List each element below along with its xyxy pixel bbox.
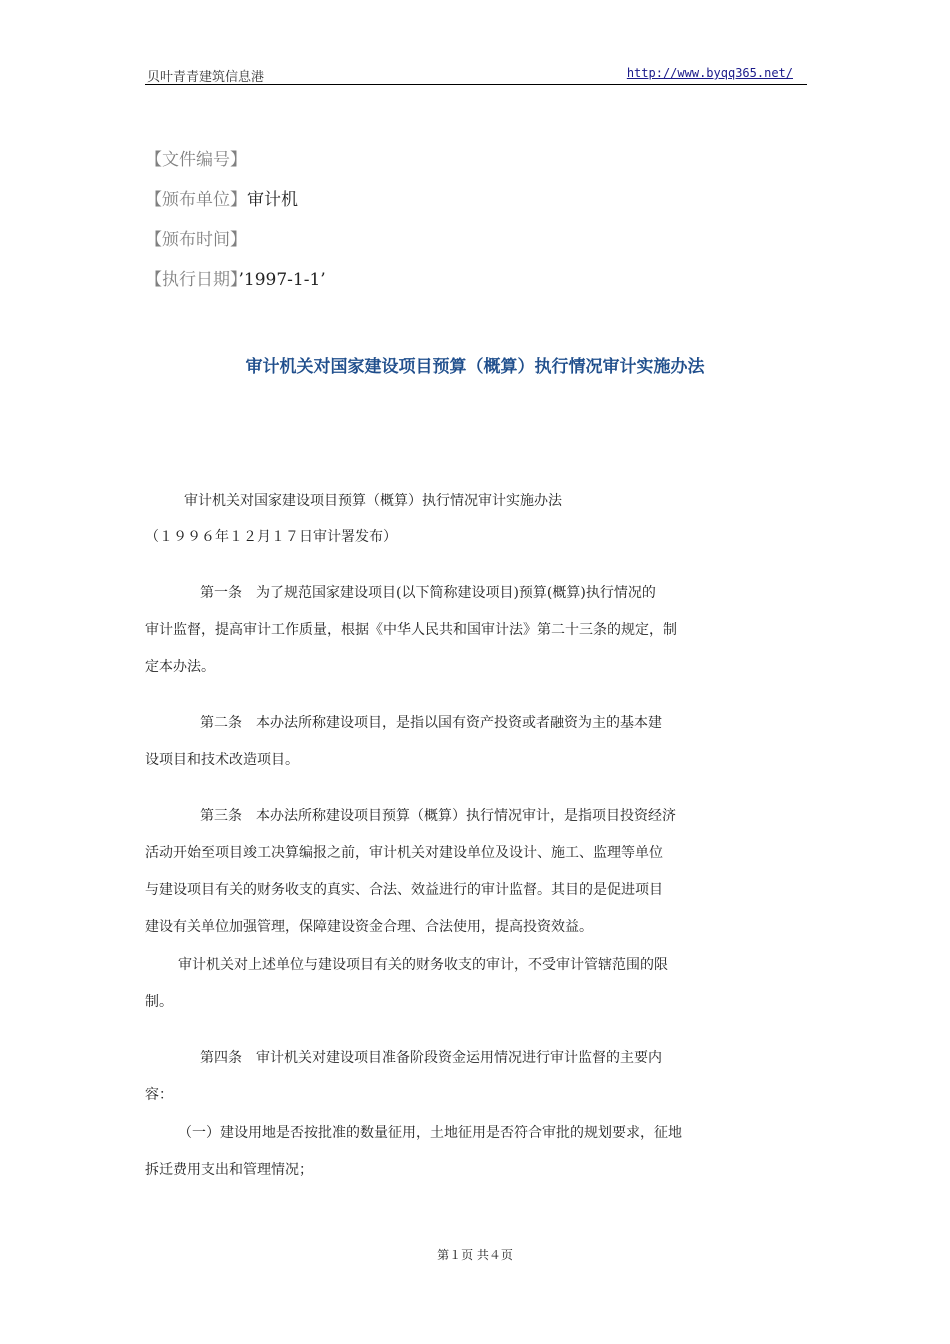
meta-key: 【颁布单位】: [145, 190, 247, 210]
meta-row-effective-date: [145, 268, 326, 292]
article-2-line: 第二条 本办法所称建设项目，是指以国有资产投资或者融资为主的基本建: [200, 715, 662, 731]
article-3-line: 第三条 本办法所称建设项目预算（概算）执行情况审计，是指项目投资经济: [200, 808, 676, 824]
meta-row-issue-date: [145, 228, 247, 252]
body-publish-note: （１９９６年１２月１７日审计署发布）: [145, 529, 397, 545]
meta-row-issuing-unit: [145, 188, 298, 212]
article-1-line: 第一条 为了规范国家建设项目(以下简称建设项目)预算(概算)执行情况的: [200, 585, 656, 601]
article-3-line: 审计机关对上述单位与建设项目有关的财务收支的审计，不受审计管辖范围的限: [178, 957, 668, 973]
article-3-line: 制。: [145, 994, 173, 1010]
article-4-line: 第四条 审计机关对建设项目准备阶段资金运用情况进行审计监督的主要内: [200, 1050, 662, 1066]
article-1-line: 审计监督，提高审计工作质量，根据《中华人民共和国审计法》第二十三条的规定，制: [145, 622, 677, 638]
meta-row-document-number: [145, 148, 247, 172]
site-url-link[interactable]: http://www.byqq365.net/: [626, 66, 793, 80]
article-4-line: （一）建设用地是否按批准的数量征用，土地征用是否符合审批的规划要求，征地: [178, 1125, 682, 1141]
article-3-line: 建设有关单位加强管理，保障建设资金合理、合法使用，提高投资效益。: [145, 919, 593, 935]
page-header: [145, 64, 807, 85]
meta-value: 审计机: [247, 190, 298, 210]
meta-value: ’1997-1-1’: [238, 270, 326, 290]
meta-key: 【执行日期】: [145, 270, 239, 290]
article-3-line: 与建设项目有关的财务收支的真实、合法、效益进行的审计监督。其目的是促进项目: [145, 882, 663, 898]
site-name: 贝叶青青建筑信息港: [147, 70, 265, 85]
body-subtitle: 审计机关对国家建设项目预算（概算）执行情况审计实施办法: [184, 493, 562, 509]
meta-key: 【颁布时间】: [145, 230, 247, 250]
document-title: 审计机关对国家建设项目预算（概算）执行情况审计实施办法: [245, 357, 705, 377]
article-4-line: 容：: [145, 1087, 173, 1103]
page-number: 第１页 共４页: [437, 1248, 513, 1262]
article-2-line: 设项目和技术改造项目。: [145, 752, 299, 768]
article-1-line: 定本办法。: [145, 659, 215, 675]
meta-key: 【文件编号】: [145, 150, 247, 170]
article-3-line: 活动开始至项目竣工决算编报之前，审计机关对建设单位及设计、施工、监理等单位: [145, 845, 663, 861]
article-4-line: 拆迁费用支出和管理情况；: [145, 1162, 313, 1178]
